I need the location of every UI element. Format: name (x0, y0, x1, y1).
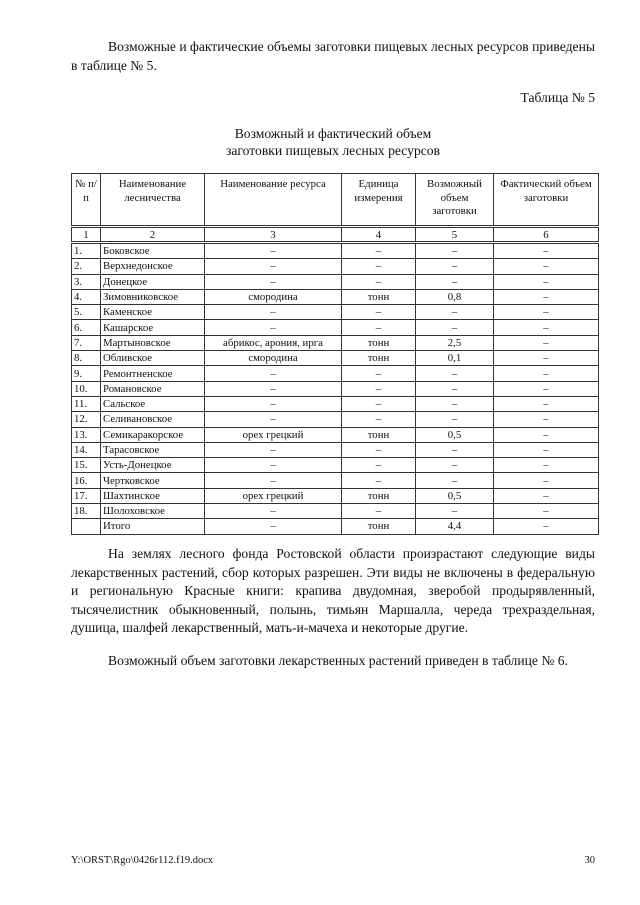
row-number: 2. (72, 259, 101, 274)
forestry-name: Ремонтненское (101, 366, 205, 381)
column-number: 4 (342, 227, 416, 243)
unit: – (342, 381, 416, 396)
table-row (72, 274, 599, 289)
resource-name: смородина (205, 289, 342, 304)
row-number: 4. (72, 289, 101, 304)
possible-volume: – (416, 473, 494, 488)
actual-volume: – (494, 305, 599, 320)
resource-name: – (205, 381, 342, 396)
forestry-name: Романовское (101, 381, 205, 396)
row-number: 10. (72, 381, 101, 396)
unit: – (342, 412, 416, 427)
resource-name: – (205, 320, 342, 335)
possible-volume: – (416, 412, 494, 427)
row-number: 3. (72, 274, 101, 289)
resource-name: – (205, 243, 342, 259)
column-number: 2 (101, 227, 205, 243)
forestry-name: Верхнедонское (101, 259, 205, 274)
forestry-name: Боковское (101, 243, 205, 259)
medicinal-plants-paragraph: На землях лесного фонда Ростовской области произрастают следующие виды лекарственных растений, сбор которых разрешен. Эти виды не включены в федеральную и региональную Красные книги: крапива двудомная, зверобой продырявленный, тысячелистник обыкновенный, полынь, тимьян Маршалла, череда трехраздельная, душица, шалфей лекарственный, мать-и-мачеха и некоторые другие. (71, 546, 595, 636)
forestry-name: Усть-Донецкое (101, 458, 205, 473)
table-row (72, 351, 599, 366)
actual-volume: – (494, 412, 599, 427)
resource-name: – (205, 396, 342, 411)
forestry-name: Семикаракорское (101, 427, 205, 442)
footer-file-path: Y:\ORST\Rgo\0426r112.f19.docx (71, 855, 214, 866)
table-row (72, 396, 599, 411)
column-number: 5 (416, 227, 494, 243)
resource-name: – (205, 305, 342, 320)
possible-volume: – (416, 259, 494, 274)
row-number (72, 519, 101, 534)
possible-volume: – (416, 243, 494, 259)
resource-name: абрикос, арония, ирга (205, 335, 342, 350)
forestry-name: Сальское (101, 396, 205, 411)
table-row (72, 335, 599, 350)
table-row (72, 305, 599, 320)
unit: – (342, 442, 416, 457)
row-number: 16. (72, 473, 101, 488)
resource-name: – (205, 442, 342, 457)
row-number: 7. (72, 335, 101, 350)
possible-volume: – (416, 504, 494, 519)
unit: – (342, 504, 416, 519)
table-body (72, 227, 599, 535)
header-unit: Единица измерения (342, 174, 416, 227)
actual-volume: – (494, 335, 599, 350)
table6-reference-paragraph: Возможный объем заготовки лекарственных растений приведен в таблице № 6. (108, 653, 568, 668)
row-number: 1. (72, 243, 101, 259)
actual-volume: – (494, 473, 599, 488)
intro-paragraph: Возможные и фактические объемы заготовки пищевых лесных ресурсов приведены в таблице № 5. (71, 39, 595, 73)
unit: – (342, 320, 416, 335)
unit: тонн (342, 289, 416, 304)
possible-volume: – (416, 320, 494, 335)
actual-volume: – (494, 488, 599, 503)
actual-volume: – (494, 289, 599, 304)
table-number: Таблица № 5 (520, 90, 595, 105)
actual-volume: – (494, 381, 599, 396)
possible-volume: 2,5 (416, 335, 494, 350)
table-row (72, 504, 599, 519)
forestry-name: Селивановское (101, 412, 205, 427)
header-num: № п/п (72, 174, 101, 227)
forestry-name: Обливское (101, 351, 205, 366)
table-row (72, 458, 599, 473)
possible-volume: – (416, 442, 494, 457)
actual-volume: – (494, 504, 599, 519)
row-number: 14. (72, 442, 101, 457)
row-number: 12. (72, 412, 101, 427)
resource-name: орех грецкий (205, 427, 342, 442)
page-number: 30 (584, 855, 595, 866)
forestry-name: Каменское (101, 305, 205, 320)
resource-name: – (205, 274, 342, 289)
actual-volume: – (494, 427, 599, 442)
table-row (72, 412, 599, 427)
actual-volume: – (494, 274, 599, 289)
possible-volume: 0,8 (416, 289, 494, 304)
table-row (72, 259, 599, 274)
unit: – (342, 274, 416, 289)
row-number: 11. (72, 396, 101, 411)
unit: – (342, 473, 416, 488)
possible-volume: 0,5 (416, 488, 494, 503)
table-row (72, 381, 599, 396)
resource-name: – (205, 412, 342, 427)
unit: – (342, 305, 416, 320)
resource-name: – (205, 259, 342, 274)
table-row (72, 366, 599, 381)
column-number-row (72, 227, 599, 243)
forestry-name: Итого (101, 519, 205, 534)
table-row (72, 427, 599, 442)
actual-volume: – (494, 366, 599, 381)
actual-volume: – (494, 396, 599, 411)
possible-volume: – (416, 381, 494, 396)
resource-name: – (205, 473, 342, 488)
possible-volume: 4,4 (416, 519, 494, 534)
unit: тонн (342, 519, 416, 534)
actual-volume: – (494, 243, 599, 259)
table-title (71, 125, 595, 159)
unit: – (342, 259, 416, 274)
row-number: 13. (72, 427, 101, 442)
column-number: 6 (494, 227, 599, 243)
row-number: 5. (72, 305, 101, 320)
resource-name: – (205, 519, 342, 534)
table-row (72, 442, 599, 457)
row-number: 9. (72, 366, 101, 381)
unit: – (342, 458, 416, 473)
header-actual: Фактический объем заготовки (494, 174, 599, 227)
row-number: 17. (72, 488, 101, 503)
possible-volume: 0,5 (416, 427, 494, 442)
possible-volume: – (416, 274, 494, 289)
row-number: 6. (72, 320, 101, 335)
table-row (72, 243, 599, 259)
table-title-line2: заготовки пищевых лесных ресурсов (226, 143, 440, 158)
forestry-name: Тарасовское (101, 442, 205, 457)
table-row (72, 488, 599, 503)
column-number: 1 (72, 227, 101, 243)
unit: тонн (342, 427, 416, 442)
actual-volume: – (494, 519, 599, 534)
forestry-name: Кашарское (101, 320, 205, 335)
actual-volume: – (494, 458, 599, 473)
forestry-name: Зимовниковское (101, 289, 205, 304)
possible-volume: – (416, 305, 494, 320)
actual-volume: – (494, 259, 599, 274)
table-header (72, 174, 599, 227)
total-row (72, 519, 599, 534)
actual-volume: – (494, 442, 599, 457)
resource-name: – (205, 504, 342, 519)
forestry-name: Донецкое (101, 274, 205, 289)
table-row (72, 473, 599, 488)
unit: тонн (342, 488, 416, 503)
forestry-name: Шахтинское (101, 488, 205, 503)
table-row (72, 289, 599, 304)
unit: тонн (342, 351, 416, 366)
header-possible: Возможный объем заготовки (416, 174, 494, 227)
unit: тонн (342, 335, 416, 350)
resource-name: – (205, 458, 342, 473)
possible-volume: 0,1 (416, 351, 494, 366)
actual-volume: – (494, 351, 599, 366)
resources-table (71, 173, 599, 535)
unit: – (342, 396, 416, 411)
table-row (72, 320, 599, 335)
forestry-name: Шолоховское (101, 504, 205, 519)
row-number: 18. (72, 504, 101, 519)
header-resource: Наименование ресурса (205, 174, 342, 227)
forestry-name: Чертковское (101, 473, 205, 488)
unit: – (342, 366, 416, 381)
table-title-line1: Возможный и фактический объем (234, 126, 432, 141)
possible-volume: – (416, 366, 494, 381)
forestry-name: Мартыновское (101, 335, 205, 350)
actual-volume: – (494, 320, 599, 335)
row-number: 8. (72, 351, 101, 366)
possible-volume: – (416, 396, 494, 411)
resource-name: смородина (205, 351, 342, 366)
header-forestry: Наименование лесничества (101, 174, 205, 227)
unit: – (342, 243, 416, 259)
resource-name: орех грецкий (205, 488, 342, 503)
column-number: 3 (205, 227, 342, 243)
row-number: 15. (72, 458, 101, 473)
possible-volume: – (416, 458, 494, 473)
resource-name: – (205, 366, 342, 381)
